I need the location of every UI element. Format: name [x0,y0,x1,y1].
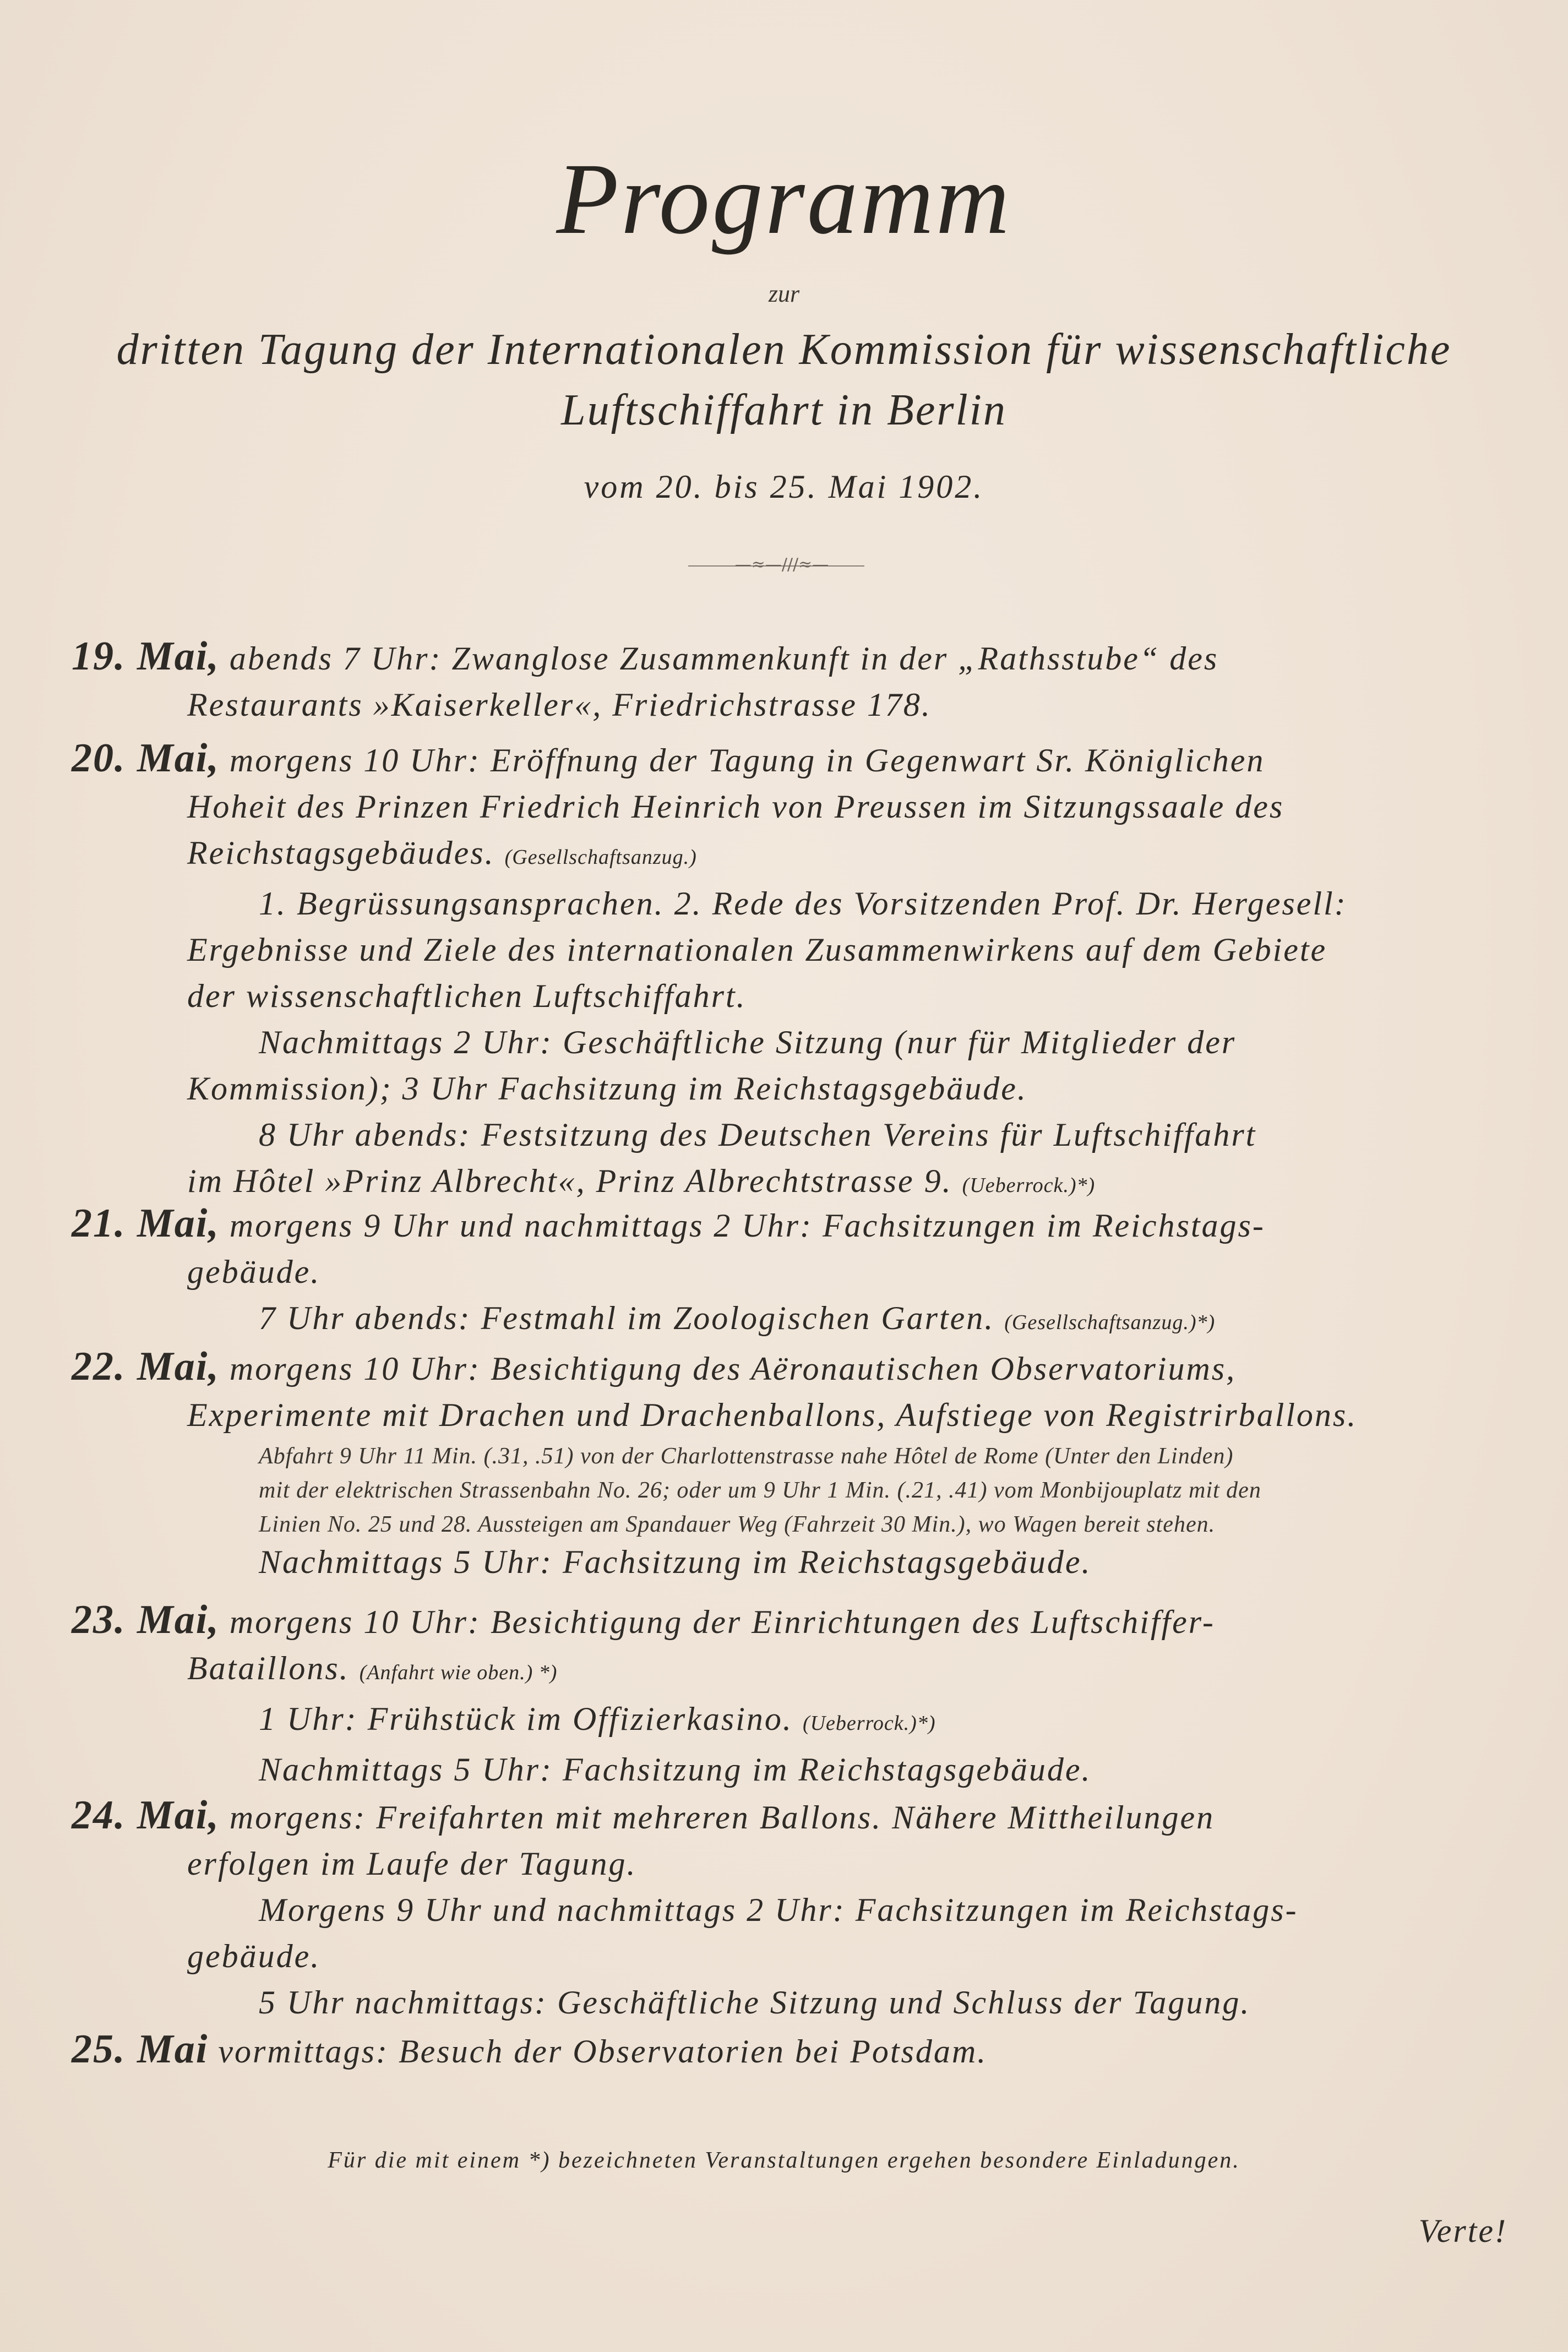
entry-text: Hoheit des Prinzen Friedrich Heinrich von Preussen im Sitzungssaale des [187,788,1284,825]
entry-text: Nachmittags 5 Uhr: Fachsitzung im Reichstagsgebäude. [259,1544,1092,1580]
subtitle-line-1: dritten Tagung der Internationalen Kommission für wissenschaftliche [116,325,1452,374]
footnote: Für die mit einem *) bezeichneten Veranstaltungen ergehen besondere Einladungen. [328,2148,1240,2173]
entry-text: morgens 9 Uhr und nachmittags 2 Uhr: Fachsitzungen im Reichstags- [229,1207,1265,1244]
day-label: 25. Mai [72,2027,209,2072]
entry-text: Restaurants »Kaiserkeller«, Friedrichstrasse 178. [187,687,932,723]
title-connector: zur [768,280,800,307]
travel-directions [259,1439,1442,1542]
entry-text: der wissenschaftlichen Luftschiffahrt. [187,978,747,1014]
subtitle-line-2: Luftschiffahrt in Berlin [561,386,1007,434]
program-entry-22-may-afternoon [72,1539,1437,1585]
entry-text: Kommission); 3 Uhr Fachsitzung im Reichstagsgebäude. [187,1070,1027,1107]
entry-text: 1 Uhr: Frühstück im Offizierkasino. [259,1701,793,1737]
dress-code-note: (Ueberrock.)*) [962,1174,1096,1197]
dress-code-note: (Gesellschaftsanzug.) [504,846,697,869]
program-entry-21-may [72,1200,1437,1346]
day-label: 22. Mai, [72,1344,220,1389]
fine-print-line: mit der elektrischen Strassenbahn No. 26; oder um 9 Uhr 1 Min. (.21, .41) vom Monbijouplatz mit den [259,1478,1261,1503]
day-label: 20. Mai, [72,736,220,781]
entry-text: 1. Begrüssungsansprachen. 2. Rede des Vorsitzenden Prof. Dr. Hergesell: [259,885,1347,922]
entry-text: morgens 10 Uhr: Besichtigung der Einrichtungen des Luftschiffer- [229,1604,1215,1640]
page-title: Programm [556,143,1012,255]
entry-text: vormittags: Besuch der Observatorien bei Potsdam. [218,2033,988,2070]
transport-note: (Anfahrt wie oben.) *) [359,1661,558,1684]
entry-text: 7 Uhr abends: Festmahl im Zoologischen Garten. [259,1300,995,1336]
entry-text: Reichstagsgebäudes. [187,835,495,871]
dress-code-note: (Gesellschaftsanzug.)*) [1004,1311,1216,1334]
day-label: 24. Mai, [72,1793,220,1838]
entry-text: 8 Uhr abends: Festsitzung des Deutschen Vereins für Luftschiffahrt [259,1117,1257,1153]
entry-text: gebäude. [187,1254,321,1290]
day-label: 19. Mai, [72,634,220,679]
program-entry-20-may [72,735,1437,1208]
entry-text: gebäude. [187,1938,321,1974]
program-entry-22-may [72,1343,1437,1438]
date-range: vom 20. bis 25. Mai 1902. [584,469,984,505]
program-entry-23-may [72,1597,1437,1793]
fine-print-line: Linien No. 25 und 28. Aussteigen am Spandauer Weg (Fahrzeit 30 Min.), wo Wagen bereit stehen. [259,1512,1216,1537]
entry-text: abends 7 Uhr: Zwanglose Zusammenkunft in der „Rathsstube“ des [229,640,1219,677]
entry-text: Experimente mit Drachen und Drachenballons, Aufstiege von Registrirballons. [187,1397,1358,1433]
entry-text: erfolgen im Laufe der Tagung. [187,1845,637,1882]
entry-text: morgens: Freifahrten mit mehreren Ballons. Nähere Mittheilungen [229,1799,1215,1836]
verte-note: Verte! [1418,2213,1507,2249]
entry-text: Nachmittags 5 Uhr: Fachsitzung im Reichstagsgebäude. [259,1751,1092,1788]
day-label: 21. Mai, [72,1201,220,1246]
program-entry-19-may [72,633,1437,728]
entry-text: Bataillons. [187,1650,350,1686]
entry-text: Nachmittags 2 Uhr: Geschäftliche Sitzung (nur für Mitglieder der [259,1024,1237,1060]
dress-code-note: (Ueberrock.)*) [802,1712,936,1735]
program-entry-24-may [72,1792,1437,2026]
entry-text: Morgens 9 Uhr und nachmittags 2 Uhr: Fachsitzungen im Reichstags- [259,1892,1298,1928]
entry-text: morgens 10 Uhr: Besichtigung des Aëronautischen Observatoriums, [229,1351,1237,1387]
day-label: 23. Mai, [72,1597,220,1642]
fine-print-line: Abfahrt 9 Uhr 11 Min. (.31, .51) von der Charlottenstrasse nahe Hôtel de Rome (Unter den Linden) [259,1444,1234,1469]
entry-text: Ergebnisse und Ziele des internationalen Zusammenwirkens auf dem Gebiete [187,932,1327,968]
entry-text: morgens 10 Uhr: Eröffnung der Tagung in Gegenwart Sr. Königlichen [229,742,1265,778]
program-entry-25-may [72,2026,1437,2075]
ornament-flourish: —≈—///≈— [734,555,829,574]
entry-text: 5 Uhr nachmittags: Geschäftliche Sitzung und Schluss der Tagung. [259,1984,1251,2021]
entry-text: im Hôtel »Prinz Albrecht«, Prinz Albrechtstrasse 9. [187,1163,952,1199]
